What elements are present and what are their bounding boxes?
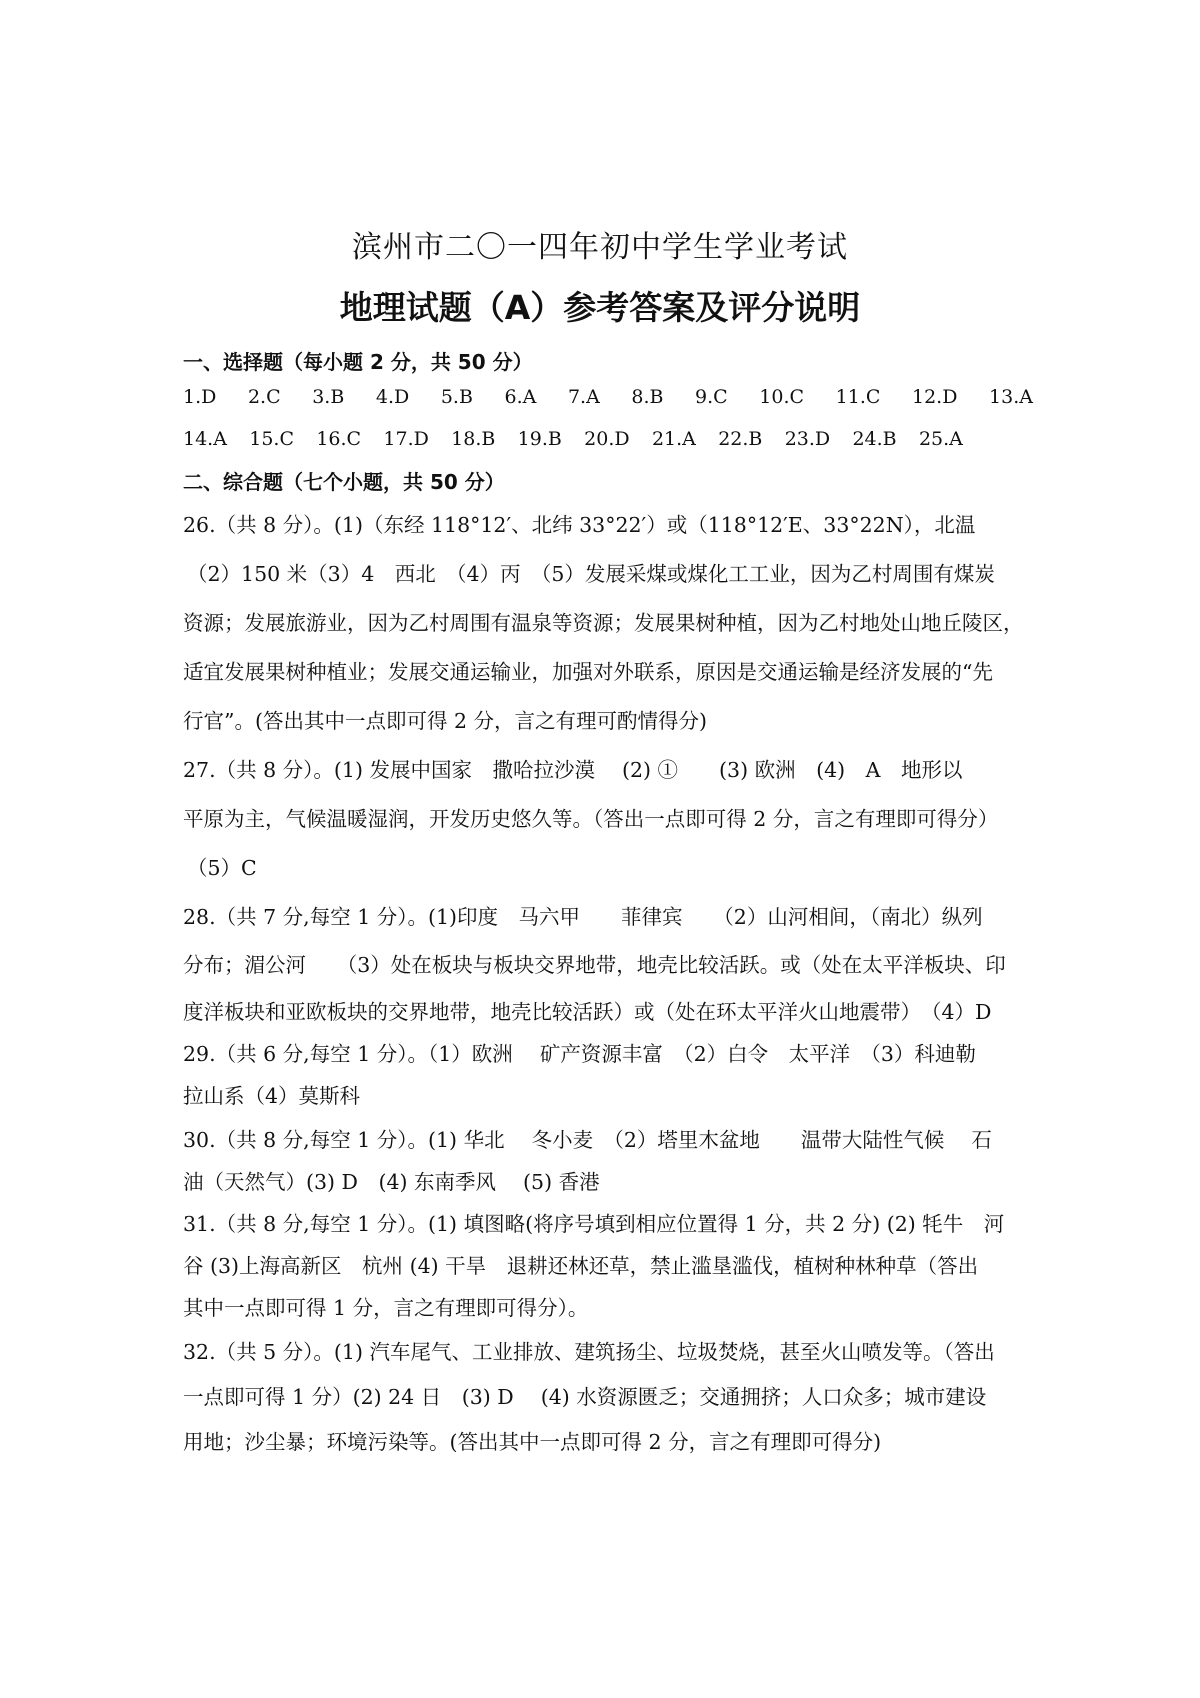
choice-answer: 23.D — [784, 428, 831, 450]
choice-answer: 22.B — [718, 428, 763, 450]
choice-answer: 16.C — [316, 428, 362, 450]
answer-line: 分布；湄公河 （3）处在板块与板块交界地带，地壳比较活跃。或（处在太平洋板块、印 — [183, 953, 1006, 977]
choice-answer: 13.A — [989, 386, 1033, 408]
choice-answer: 5.B — [440, 386, 473, 408]
choice-answer: 19.B — [517, 428, 562, 450]
choice-answer: 12.D — [911, 386, 958, 408]
choice-answer: 8.B — [631, 386, 664, 408]
answer-line: 29.（共 6 分,每空 1 分）。（1）欧洲 矿产资源丰富 （2）白令 太平洋 （3）科迪勒 — [183, 1042, 976, 1066]
answer-line: （5）C — [187, 856, 257, 880]
section-heading-choice: 一、选择题（每小题 2 分，共 50 分） — [183, 350, 533, 374]
choice-answer: 6.A — [504, 386, 537, 408]
answer-line: 适宜发展果树种植业；发展交通运输业，加强对外联系，原因是交通运输是经济发展的“先 — [183, 660, 993, 684]
choice-answer: 21.A — [651, 428, 696, 450]
choice-answer: 24.B — [852, 428, 897, 450]
choice-answer: 7.A — [567, 386, 600, 408]
exam-title: 滨州市二〇一四年初中学生学业考试 — [352, 230, 848, 265]
answer-line: 行官”。(答出其中一点即可得 2 分，言之有理可酌情得分) — [183, 709, 708, 733]
answer-line: 其中一点即可得 1 分，言之有理即可得分）。 — [183, 1296, 589, 1320]
answer-line: （2）150 米（3）4 西北 （4）丙 （5）发展采煤或煤化工工业，因为乙村周围有煤炭 — [187, 562, 995, 586]
answer-line: 油（天然气）(3) D (4) 东南季风 (5) 香港 — [183, 1170, 600, 1194]
answer-line: 度洋板块和亚欧板块的交界地带，地壳比较活跃）或（处在环太平洋火山地震带） （4）D — [183, 1000, 992, 1024]
answer-line: 拉山系（4）莫斯科 — [183, 1084, 361, 1108]
answer-line: 32.（共 5 分）。(1) 汽车尾气、工业排放、建筑扬尘、垃圾焚烧，甚至火山喷发等。（答出 — [183, 1340, 995, 1364]
answer-line: 谷 (3)上海高新区 杭州 (4) 干旱 退耕还林还草，禁止滥垦滥伐，植树种林种草（答出 — [183, 1254, 979, 1278]
answer-line: 26.（共 8 分）。(1)（东经 118°12′、北纬 33°22′）或（118°12′E、33°22N），北温 — [183, 513, 976, 537]
choice-answer: 4.D — [375, 386, 410, 408]
choice-answer: 18.B — [451, 428, 496, 450]
choice-answer: 17.D — [383, 428, 429, 450]
choice-answer: 25.A — [918, 428, 963, 450]
answer-line: 31.（共 8 分,每空 1 分）。(1) 填图略(将序号填到相应位置得 1 分，共 2 分) (2) 牦牛 河 — [183, 1212, 1005, 1236]
choice-answer: 15.C — [249, 428, 295, 450]
answer-line: 资源；发展旅游业，因为乙村周围有温泉等资源；发展果树种植，因为乙村地处山地丘陵区， — [183, 611, 1024, 635]
choice-answer: 11.C — [835, 386, 881, 408]
choice-answer: 9.C — [695, 386, 728, 408]
choice-answer: 3.B — [312, 386, 345, 408]
choice-answers-row-2 — [183, 428, 963, 450]
answer-line: 28.（共 7 分,每空 1 分）。(1)印度 马六甲 菲律宾 （2）山河相间，（南北）纵列 — [183, 905, 983, 929]
choice-answers-row-1 — [183, 386, 1033, 408]
answer-line: 用地；沙尘暴；环境污染等。(答出其中一点即可得 2 分，言之有理即可得分) — [183, 1430, 882, 1454]
answer-key-title: 地理试题（A）参考答案及评分说明 — [339, 288, 861, 327]
answer-line: 平原为主，气候温暖湿润，开发历史悠久等。（答出一点即可得 2 分，言之有理即可得分） — [183, 807, 999, 831]
choice-answer: 20.D — [584, 428, 630, 450]
choice-answer: 1.D — [183, 386, 217, 408]
choice-answer: 10.C — [759, 386, 805, 408]
choice-answer: 14.A — [183, 428, 227, 450]
section-heading-comprehensive: 二、综合题（七个小题，共 50 分） — [183, 470, 505, 494]
answer-line: 30.（共 8 分,每空 1 分）。(1) 华北 冬小麦 （2）塔里木盆地 温带大陆性气候 石 — [183, 1128, 992, 1152]
choice-answer: 2.C — [247, 386, 281, 408]
answer-line: 27.（共 8 分）。(1) 发展中国家 撒哈拉沙漠 (2) ① (3) 欧洲 (4) A 地形以 — [183, 758, 963, 782]
answer-line: 一点即可得 1 分）(2) 24 日 (3) D (4) 水资源匮乏；交通拥挤；人口众多；城市建设 — [183, 1385, 987, 1409]
